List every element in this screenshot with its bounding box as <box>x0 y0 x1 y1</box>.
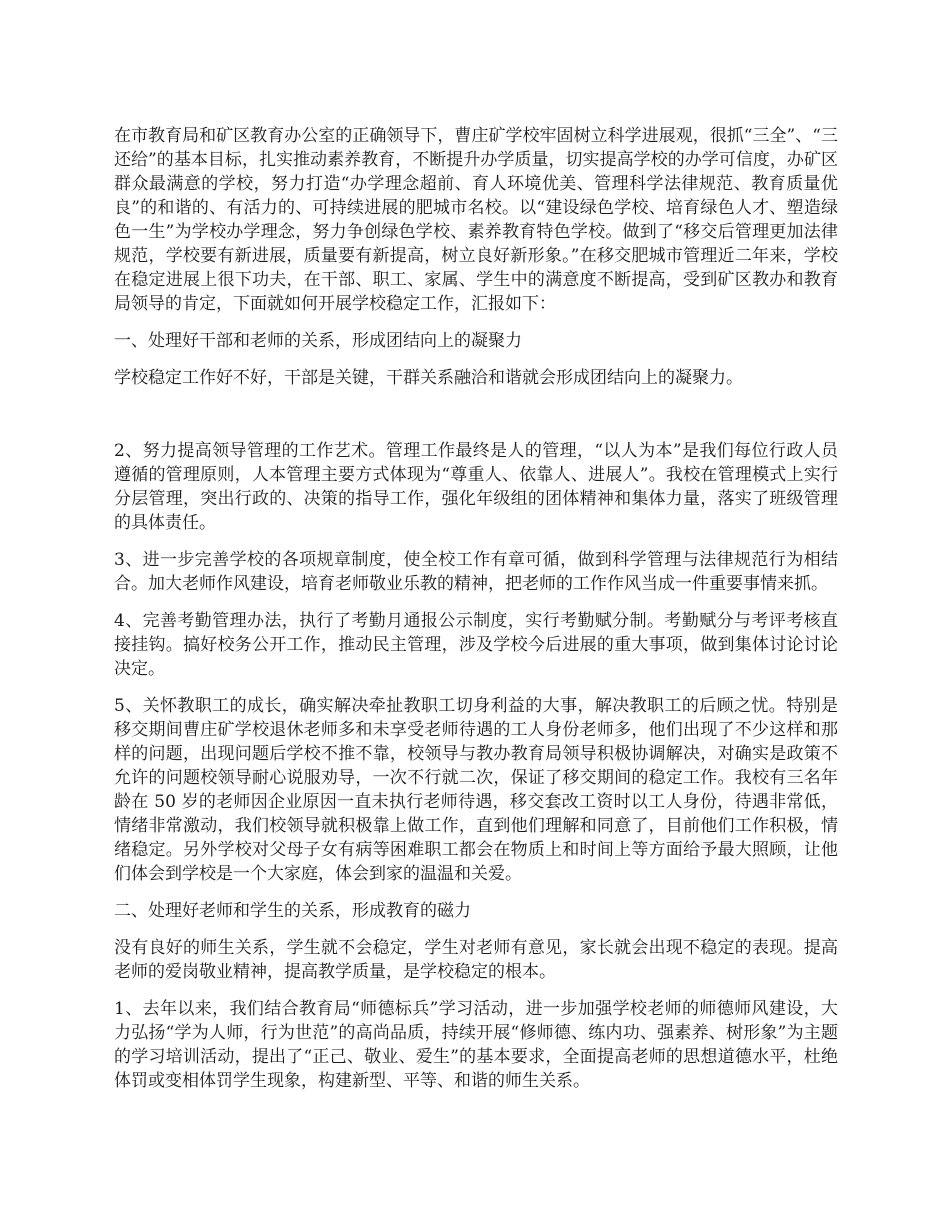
section2-intro-paragraph: 没有良好的师生关系，学生就不会稳定，学生对老师有意见，家长就会出现不稳定的表现。提高老师的爱岗敬业精神，提高教学质量，是学校稳定的根本。 <box>114 938 838 982</box>
item-5-paragraph: 5、关怀教职工的成长，确实解决牵扯教职工切身利益的大事，解决教职工的后顾之忧。特别是移交期间曹庄矿学校退休老师多和未享受老师待遇的工人身份老师多，他们出现了不少这样和那样的问题，出现问题后学校不推不靠，校领导与教办教育局领导积极协调解决，对确实是政策不允许的问题校领导耐心说服劝导，一次不行就二次，保证了移交期间的稳定工作。我校有三名年龄在 50 岁的老师因企业原因一直未执行老师待遇，移交套改工资时以工人身份，待遇非常低，情绪非常激动，我们校领导就积极靠上做工作，直到他们理解和同意了，目前他们工作积极，情绪稳定。另外学校对父母子女有病等困难职工都会在物质上和时间上等方面给予最大照顾，让他们体会到学校是一个大家庭，体会到家的温温和关爱。 <box>114 696 838 884</box>
item-3-paragraph: 3、进一步完善学校的各项规章制度，使全校工作有章可循，做到科学管理与法律规范行为相结合。加大老师作风建设，培育老师敬业乐教的精神，把老师的工作作风当成一件重要事情来抓。 <box>114 550 838 594</box>
item-2-paragraph: 2、努力提高领导管理的工作艺术。管理工作最终是人的管理，“以人为本”是我们每位行政人员遵循的管理原则，人本管理主要方式体现为“尊重人、依靠人、进展人”。我校在管理模式上实行分层管理，突出行政的、决策的指导工作，强化年级组的团体精神和集体力量，落实了班级管理的具体责任。 <box>114 441 838 533</box>
section2-heading: 二、处理好老师和学生的关系，形成教育的磁力 <box>114 901 471 921</box>
intro-paragraph: 在市教育局和矿区教育办公室的正确领导下，曹庄矿学校牢固树立科学进展观，很抓“三全”、“三还给”的基本目标，扎实推动素养教育，不断提升办学质量，切实提高学校的办学可信度，办矿区群众最满意的学校，努力打造“办学理念超前、育人环境优美、管理科学法律规范、教育质量优良”的和谐的、有活力的、可持续进展的肥城市名校。以“建设绿色学校、培育绿色人才、塑造绿色一生”为学校办学理念，努力争创绿色学校、素养教育特色学校。做到了“移交后管理更加法律规范，学校要有新进展，质量要有新提高，树立良好新形象。”在移交肥城市管理近二年来，学校在稳定进展上很下功夫，在干部、职工、家属、学生中的满意度不断提高，受到矿区教办和教育局领导的肯定，下面就如何开展学校稳定工作，汇报如下： <box>114 126 838 314</box>
section2-item-1-paragraph: 1、去年以来，我们结合教育局“师德标兵”学习活动，进一步加强学校老师的师德师风建设，大力弘扬“学为人师，行为世范”的高尚品质，持续开展“修师德、练内功、强素养、树形象”为主题的学习培训活动，提出了“正己、敬业、爱生”的基本要求，全面提高老师的思想道德水平，杜绝体罚或变相体罚学生现象，构建新型、平等、和谐的师生关系。 <box>114 999 838 1091</box>
section1-intro-paragraph: 学校稳定工作好不好，干部是关键，干群关系融洽和谐就会形成团结向上的凝聚力。 <box>114 368 743 388</box>
section1-heading: 一、处理好干部和老师的关系，形成团结向上的凝聚力 <box>114 331 522 351</box>
item-4-paragraph: 4、完善考勤管理办法，执行了考勤月通报公示制度，实行考勤赋分制。考勤赋分与考评考核直接挂钩。搞好校务公开工作，推动民主管理，涉及学校今后进展的重大事项，做到集体讨论讨论决定。 <box>114 611 838 679</box>
blank-gap <box>114 403 838 439</box>
